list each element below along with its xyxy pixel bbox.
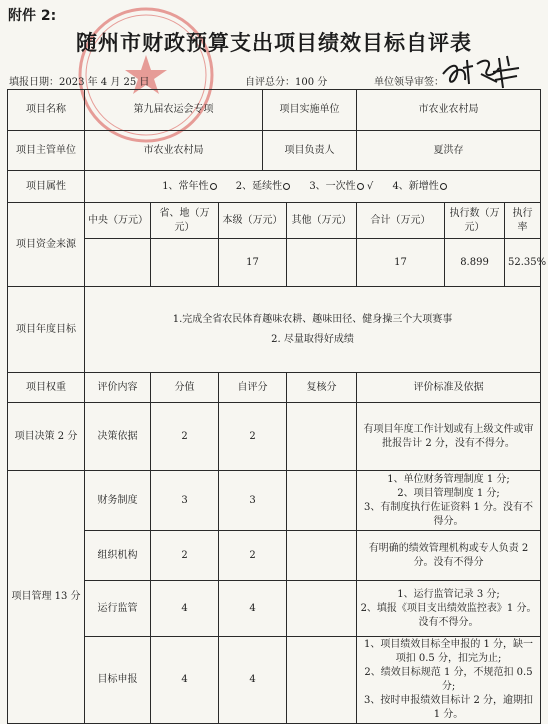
eval-content: 目标申报 [85, 637, 151, 724]
page-title: 随州市财政预算支出项目绩效目标自评表 [76, 31, 472, 55]
fund-value: 17 [357, 239, 445, 287]
eval-score: 2 [151, 531, 219, 581]
fund-header: 执行数（万元） [445, 203, 505, 239]
eval-score: 4 [151, 637, 219, 724]
fund-header: 本级（万元） [219, 203, 287, 239]
row-fund-values [8, 239, 541, 287]
goal-item: 1.完成全省农民体育趣味农耕、趣味田径、健身操三个大项赛事 [172, 313, 453, 325]
row-dept [8, 131, 541, 171]
goal-item: 2. 尽量取得好成绩 [271, 333, 354, 345]
attr-option-3: 3、一次性 √ [309, 180, 374, 192]
owner-value: 夏洪存 [357, 131, 541, 171]
eval-criteria: 1、运行监管记录 3 分; 2、填报《项目支出绩效监控表》1 分。没有不得分。 [357, 581, 541, 637]
dept-value: 市农业农村局 [85, 131, 263, 171]
project-name-label: 项目名称 [8, 90, 85, 131]
row-attribute [8, 171, 541, 203]
attr-option-1: 1、常年性 [162, 180, 216, 194]
goal-label: 项目年度目标 [8, 287, 85, 373]
eval-review-score [287, 403, 357, 471]
eval-header: 复核分 [287, 373, 357, 403]
eval-group-name: 项目管理 13 分 [8, 471, 85, 724]
row-finance-system [8, 471, 541, 531]
row-project-name [8, 90, 541, 131]
eval-score: 2 [151, 403, 219, 471]
eval-content: 决策依据 [85, 403, 151, 471]
goal-text [85, 287, 541, 373]
eval-self-score: 2 [219, 403, 287, 471]
project-name-value: 第九届农运会专项 [85, 90, 263, 131]
leader-signature [437, 50, 523, 92]
row-decision [8, 403, 541, 471]
eval-content: 运行监管 [85, 581, 151, 637]
row-annual-goal [8, 287, 541, 373]
fund-value: 17 [219, 239, 287, 287]
eval-criteria: 1、单位财务管理制度 1 分; 2、项目管理制度 1 分; 3、有制度执行佐证资料 1 分。没有不得分。 [357, 471, 541, 531]
eval-header: 分值 [151, 373, 219, 403]
fill-date: 填报日期：2023 年 4 月 25 日 [9, 77, 150, 88]
eval-header: 评价内容 [85, 373, 151, 403]
fund-header: 执行率 [505, 203, 541, 239]
eval-group-name: 项目决策 2 分 [8, 403, 85, 471]
eval-score: 4 [151, 581, 219, 637]
eval-header: 自评分 [219, 373, 287, 403]
check-mark-icon: √ [366, 180, 374, 192]
attr-option-2: 2、延续性 [236, 180, 290, 194]
fund-value [151, 239, 219, 287]
eval-criteria: 1、项目绩效目标全申报的 1 分，缺一项扣 0.5 分，扣完为止; 2、绩效目标规范 1 分，不规范扣 0.5 分; 3、按时申报绩效目标计 2 分，逾期扣 1 分。 [357, 637, 541, 724]
impl-unit-label: 项目实施单位 [263, 90, 357, 131]
attachment-label: 附件 2: [8, 8, 57, 24]
row-supervision [8, 581, 541, 637]
eval-self-score: 2 [219, 531, 287, 581]
eval-review-score [287, 637, 357, 724]
radio-circle-icon [357, 183, 364, 190]
fund-header: 合计（万元） [357, 203, 445, 239]
eval-review-score [287, 531, 357, 581]
fund-value: 52.35% [505, 239, 541, 287]
eval-review-score [287, 581, 357, 637]
fund-header: 省、地（万元） [151, 203, 219, 239]
eval-content: 组织机构 [85, 531, 151, 581]
eval-self-score: 3 [219, 471, 287, 531]
eval-score: 3 [151, 471, 219, 531]
attr-option-4: 4、新增性 [392, 180, 446, 194]
row-fund-headers [8, 203, 541, 239]
row-goal-declaration [8, 637, 541, 724]
eval-review-score [287, 471, 357, 531]
owner-label: 项目负责人 [263, 131, 357, 171]
row-organization [8, 531, 541, 581]
row-eval-headers [8, 373, 541, 403]
attr-label: 项目属性 [8, 171, 85, 203]
impl-unit-value: 市农业农村局 [357, 90, 541, 131]
fund-value [85, 239, 151, 287]
eval-content: 财务制度 [85, 471, 151, 531]
dept-label: 项目主管单位 [8, 131, 85, 171]
evaluation-table [7, 89, 547, 724]
fund-header: 中央（万元） [85, 203, 151, 239]
attr-options [85, 171, 541, 203]
fund-value [287, 239, 357, 287]
eval-criteria: 有项目年度工作计划或有上级文件或审批报告计 2 分，没有不得分。 [357, 403, 541, 471]
leader-review-label: 单位领导审签： [374, 77, 444, 88]
total-score: 自评总分：100 分 [245, 77, 328, 88]
radio-circle-icon [283, 183, 290, 190]
eval-header: 评价标准及依据 [357, 373, 541, 403]
eval-self-score: 4 [219, 581, 287, 637]
eval-criteria: 有明确的绩效管理机构或专人负责 2 分。没有不得分 [357, 531, 541, 581]
radio-circle-icon [210, 183, 217, 190]
radio-circle-icon [440, 183, 447, 190]
eval-self-score: 4 [219, 637, 287, 724]
eval-header: 项目权重 [8, 373, 85, 403]
fund-value: 8.899 [445, 239, 505, 287]
fund-header: 其他（万元） [287, 203, 357, 239]
fund-label: 项目资金来源 [8, 203, 85, 287]
